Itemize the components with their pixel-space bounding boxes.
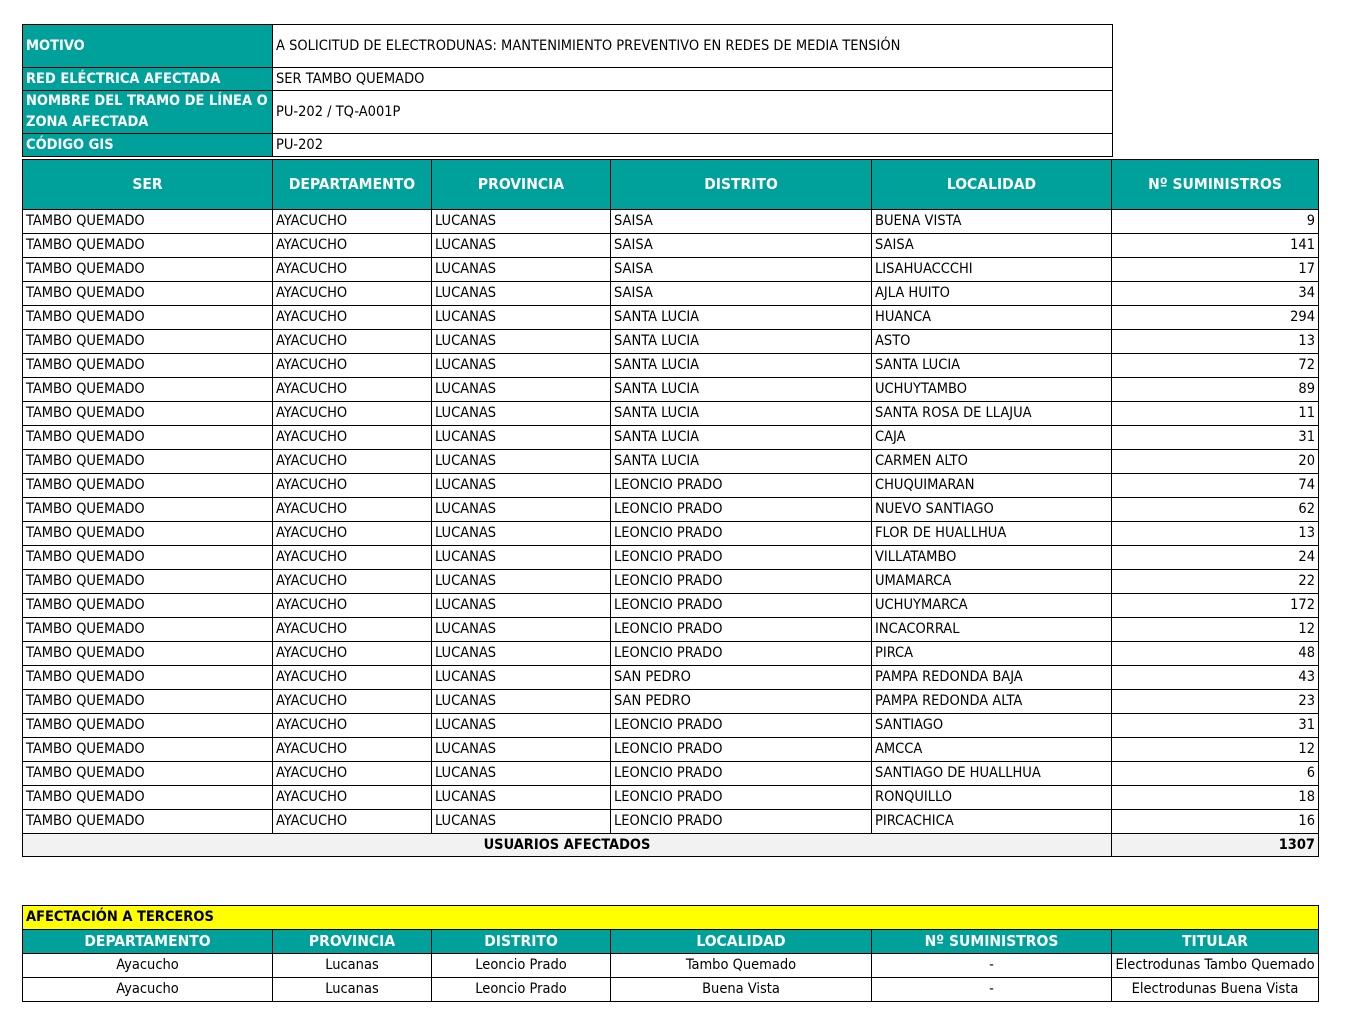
table-cell: 22 [1112,570,1319,594]
column-header: TITULAR [1112,930,1319,954]
table-cell: 23 [1112,690,1319,714]
table-cell: TAMBO QUEMADO [23,402,273,426]
table-cell: AYACUCHO [273,474,432,498]
table-cell: AYACUCHO [273,258,432,282]
table-row [23,954,1319,978]
table-cell: LEONCIO PRADO [611,570,872,594]
table-cell: LEONCIO PRADO [611,762,872,786]
table-cell: - [872,954,1112,978]
table-row [23,762,1319,786]
table-cell: Leoncio Prado [432,954,611,978]
table-row [23,426,1319,450]
table-cell: AMCCA [872,738,1112,762]
table-row [23,546,1319,570]
table-cell: SANTA ROSA DE LLAJUA [872,402,1112,426]
table-cell: LEONCIO PRADO [611,474,872,498]
table-cell: 18 [1112,786,1319,810]
table-cell: PAMPA REDONDA ALTA [872,690,1112,714]
table-cell: 17 [1112,258,1319,282]
table-cell: AYACUCHO [273,354,432,378]
table-cell: LUCANAS [432,258,611,282]
table-cell: Electrodunas Buena Vista [1112,978,1319,1002]
table-row [23,210,1319,234]
table-cell: TAMBO QUEMADO [23,714,273,738]
table-cell: LUCANAS [432,282,611,306]
table-cell: TAMBO QUEMADO [23,258,273,282]
table-row [23,474,1319,498]
table-cell: SANTA LUCIA [611,354,872,378]
table-cell: LUCANAS [432,738,611,762]
info-row-motivo [23,25,1113,68]
table-cell: TAMBO QUEMADO [23,522,273,546]
table-cell: TAMBO QUEMADO [23,498,273,522]
table-cell: TAMBO QUEMADO [23,450,273,474]
table-row [23,330,1319,354]
info-row-tramo [23,91,1113,134]
table-cell: Tambo Quemado [611,954,872,978]
table-cell: TAMBO QUEMADO [23,594,273,618]
table-cell: 12 [1112,738,1319,762]
table-cell: AYACUCHO [273,738,432,762]
table-cell: Lucanas [273,954,432,978]
info-value: PU-202 [273,134,1113,157]
table-cell: AYACUCHO [273,210,432,234]
table-row [23,618,1319,642]
table-cell: AYACUCHO [273,714,432,738]
table-cell: TAMBO QUEMADO [23,570,273,594]
table-cell: LUCANAS [432,642,611,666]
info-value: A SOLICITUD DE ELECTRODUNAS: MANTENIMIENTO PREVENTIVO EN REDES DE MEDIA TENSIÓN [273,25,1113,68]
table-cell: TAMBO QUEMADO [23,546,273,570]
table-cell: TAMBO QUEMADO [23,210,273,234]
table-cell: TAMBO QUEMADO [23,474,273,498]
table-cell: TAMBO QUEMADO [23,282,273,306]
table-cell: LUCANAS [432,690,611,714]
table-cell: LISAHUACCCHI [872,258,1112,282]
table-cell: LUCANAS [432,594,611,618]
column-header: DISTRITO [432,930,611,954]
table-cell: AJLA HUITO [872,282,1112,306]
table-cell: SAISA [872,234,1112,258]
table-cell: SAISA [611,258,872,282]
table-cell: CAJA [872,426,1112,450]
table-cell: LUCANAS [432,330,611,354]
table-cell: Lucanas [273,978,432,1002]
table-row [23,354,1319,378]
table-cell: LUCANAS [432,234,611,258]
table-cell: 141 [1112,234,1319,258]
table-row [23,594,1319,618]
column-header: Nº SUMINISTROS [872,930,1112,954]
table-cell: AYACUCHO [273,498,432,522]
table-row [23,450,1319,474]
table-cell: AYACUCHO [273,402,432,426]
info-label: RED ELÉCTRICA AFECTADA [23,68,273,91]
table-cell: 43 [1112,666,1319,690]
table-cell: AYACUCHO [273,642,432,666]
total-value: 1307 [1112,834,1319,857]
table-cell: AYACUCHO [273,810,432,834]
info-value: SER TAMBO QUEMADO [273,68,1113,91]
table-cell: TAMBO QUEMADO [23,690,273,714]
table-cell: LUCANAS [432,570,611,594]
table-cell: AYACUCHO [273,450,432,474]
table-cell: SANTIAGO [872,714,1112,738]
table-cell: LEONCIO PRADO [611,786,872,810]
table-cell: LEONCIO PRADO [611,594,872,618]
table-cell: 172 [1112,594,1319,618]
table-cell: Buena Vista [611,978,872,1002]
table-cell: SANTA LUCIA [611,378,872,402]
info-label: MOTIVO [23,25,273,68]
table-cell: LUCANAS [432,666,611,690]
table-row [23,570,1319,594]
table-cell: LUCANAS [432,618,611,642]
table-cell: 48 [1112,642,1319,666]
info-label: CÓDIGO GIS [23,134,273,157]
table-cell: AYACUCHO [273,762,432,786]
affected-supplies-table [22,159,1319,857]
table-cell: PIRCACHICA [872,810,1112,834]
column-header: Nº SUMINISTROS [1112,160,1319,210]
table-cell: 72 [1112,354,1319,378]
table-cell: LUCANAS [432,306,611,330]
table-row [23,282,1319,306]
table-cell: 11 [1112,402,1319,426]
info-row-gis [23,134,1113,157]
table-cell: Leoncio Prado [432,978,611,1002]
table-cell: SANTA LUCIA [872,354,1112,378]
table-cell: LEONCIO PRADO [611,546,872,570]
total-row [23,834,1319,857]
table-cell: SAISA [611,282,872,306]
third-party-table [22,905,1319,1002]
table-cell: TAMBO QUEMADO [23,378,273,402]
table-cell: LUCANAS [432,498,611,522]
table-cell: 24 [1112,546,1319,570]
table-cell: AYACUCHO [273,426,432,450]
table-cell: UMAMARCA [872,570,1112,594]
table-cell: SAISA [611,234,872,258]
table-row [23,306,1319,330]
table-row [23,978,1319,1002]
total-label: USUARIOS AFECTADOS [23,834,1112,857]
table-row [23,522,1319,546]
table-cell: SANTA LUCIA [611,426,872,450]
table-row [23,378,1319,402]
table-cell: LUCANAS [432,714,611,738]
table-cell: SAISA [611,210,872,234]
table-cell: TAMBO QUEMADO [23,786,273,810]
third-party-title: AFECTACIÓN A TERCEROS [23,906,1319,930]
info-label: NOMBRE DEL TRAMO DE LÍNEA O ZONA AFECTADA [23,91,273,134]
column-header: DEPARTAMENTO [273,160,432,210]
table-cell: LUCANAS [432,450,611,474]
table-cell: VILLATAMBO [872,546,1112,570]
table-cell: 9 [1112,210,1319,234]
table-cell: BUENA VISTA [872,210,1112,234]
table-cell: Electrodunas Tambo Quemado [1112,954,1319,978]
table-cell: AYACUCHO [273,330,432,354]
table-cell: 6 [1112,762,1319,786]
table-row [23,402,1319,426]
table-cell: SANTIAGO DE HUALLHUA [872,762,1112,786]
table-cell: 34 [1112,282,1319,306]
column-header: DISTRITO [611,160,872,210]
table-cell: 13 [1112,522,1319,546]
table-cell: LEONCIO PRADO [611,522,872,546]
table-cell: TAMBO QUEMADO [23,618,273,642]
table-cell: LUCANAS [432,210,611,234]
table-cell: LEONCIO PRADO [611,618,872,642]
column-header: LOCALIDAD [872,160,1112,210]
outage-info-table [22,24,1113,157]
table-cell: PAMPA REDONDA BAJA [872,666,1112,690]
table-cell: 31 [1112,714,1319,738]
table-cell: LEONCIO PRADO [611,714,872,738]
table-cell: AYACUCHO [273,306,432,330]
table-row [23,234,1319,258]
table-cell: SAN PEDRO [611,666,872,690]
table-cell: LUCANAS [432,378,611,402]
column-header: PROVINCIA [432,160,611,210]
table-row [23,786,1319,810]
table-cell: AYACUCHO [273,594,432,618]
table-cell: TAMBO QUEMADO [23,330,273,354]
table-cell: TAMBO QUEMADO [23,426,273,450]
table-row [23,258,1319,282]
table-cell: CHUQUIMARAN [872,474,1112,498]
table-cell: LUCANAS [432,762,611,786]
info-row-red [23,68,1113,91]
info-value: PU-202 / TQ-A001P [273,91,1113,134]
table-cell: LUCANAS [432,402,611,426]
table-cell: AYACUCHO [273,618,432,642]
table-cell: SANTA LUCIA [611,450,872,474]
table-cell: LUCANAS [432,810,611,834]
table-cell: AYACUCHO [273,378,432,402]
table-cell: FLOR DE HUALLHUA [872,522,1112,546]
table-cell: AYACUCHO [273,234,432,258]
table-cell: LUCANAS [432,426,611,450]
column-header: SER [23,160,273,210]
table-row [23,738,1319,762]
table-cell: TAMBO QUEMADO [23,666,273,690]
table-cell: Ayacucho [23,978,273,1002]
table-cell: AYACUCHO [273,690,432,714]
table-cell: TAMBO QUEMADO [23,642,273,666]
table-cell: LEONCIO PRADO [611,810,872,834]
table-cell: HUANCA [872,306,1112,330]
table-cell: AYACUCHO [273,570,432,594]
table-cell: CARMEN ALTO [872,450,1112,474]
table-cell: 16 [1112,810,1319,834]
table-cell: TAMBO QUEMADO [23,354,273,378]
table-cell: Ayacucho [23,954,273,978]
column-header: LOCALIDAD [611,930,872,954]
table-row [23,498,1319,522]
table-cell: AYACUCHO [273,666,432,690]
table-row [23,714,1319,738]
table-cell: LUCANAS [432,474,611,498]
table-cell: TAMBO QUEMADO [23,810,273,834]
table-cell: 62 [1112,498,1319,522]
column-header: DEPARTAMENTO [23,930,273,954]
table-cell: TAMBO QUEMADO [23,306,273,330]
table-cell: 31 [1112,426,1319,450]
table-cell: ASTO [872,330,1112,354]
third-party-header-row [23,930,1319,954]
table-cell: 89 [1112,378,1319,402]
table-cell: LUCANAS [432,354,611,378]
table-cell: RONQUILLO [872,786,1112,810]
table-row [23,690,1319,714]
table-cell: LUCANAS [432,786,611,810]
third-party-title-row [23,906,1319,930]
table-cell: SANTA LUCIA [611,402,872,426]
table-cell: AYACUCHO [273,786,432,810]
table-cell: LEONCIO PRADO [611,738,872,762]
table-cell: SANTA LUCIA [611,330,872,354]
table-cell: 12 [1112,618,1319,642]
table-cell: UCHUYMARCA [872,594,1112,618]
column-header: PROVINCIA [273,930,432,954]
table-cell: LUCANAS [432,546,611,570]
table-cell: 13 [1112,330,1319,354]
table-cell: SAN PEDRO [611,690,872,714]
table-cell: INCACORRAL [872,618,1112,642]
table-header-row [23,160,1319,210]
table-row [23,642,1319,666]
table-cell: AYACUCHO [273,522,432,546]
table-cell: TAMBO QUEMADO [23,234,273,258]
table-cell: LEONCIO PRADO [611,642,872,666]
table-cell: LEONCIO PRADO [611,498,872,522]
table-cell: NUEVO SANTIAGO [872,498,1112,522]
table-cell: 74 [1112,474,1319,498]
table-cell: - [872,978,1112,1002]
table-cell: TAMBO QUEMADO [23,762,273,786]
table-cell: AYACUCHO [273,546,432,570]
table-row [23,810,1319,834]
table-row [23,666,1319,690]
table-cell: SANTA LUCIA [611,306,872,330]
table-cell: TAMBO QUEMADO [23,738,273,762]
table-cell: 20 [1112,450,1319,474]
table-cell: AYACUCHO [273,282,432,306]
table-cell: UCHUYTAMBO [872,378,1112,402]
table-cell: LUCANAS [432,522,611,546]
table-cell: PIRCA [872,642,1112,666]
table-cell: 294 [1112,306,1319,330]
